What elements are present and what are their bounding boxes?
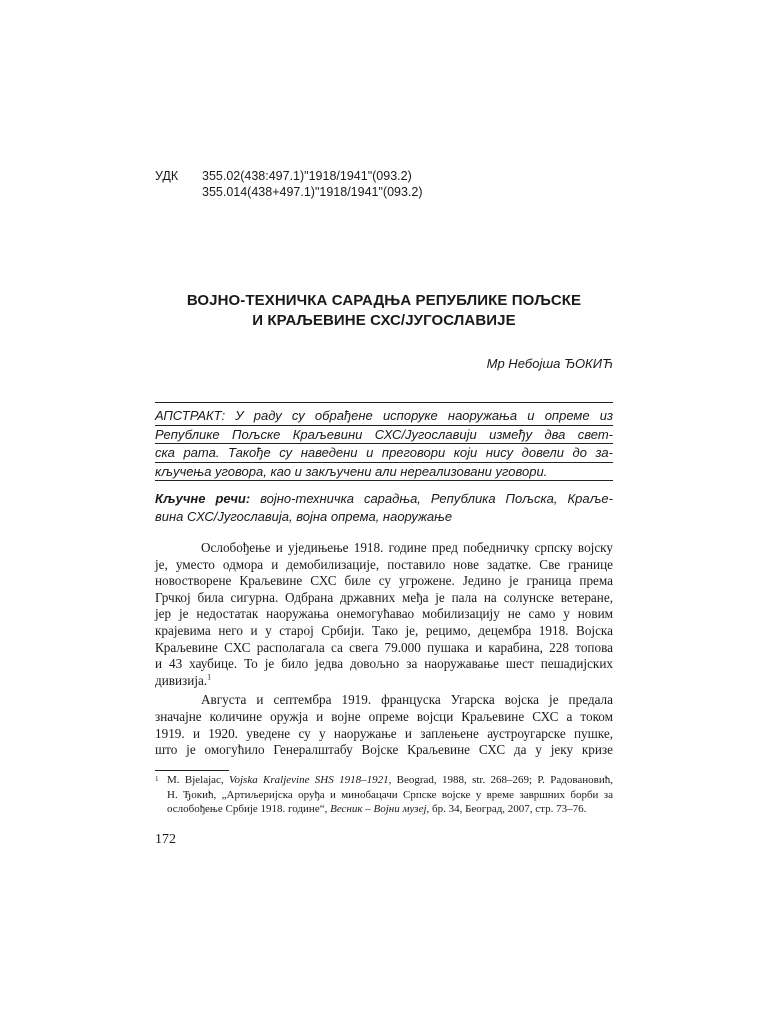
footnote-line: Н. Ђокић, „Артиљеријска оруђа и минобацачи Српске војске у време завршних борби за (167, 788, 613, 801)
keywords-label: Кључне речи: (155, 491, 251, 506)
footnote-segment: ослобођење Србије 1918. године“, (167, 803, 331, 815)
footnote-journal-title: Весник – Војни музеј (330, 803, 427, 815)
body-line: Ослобођење и уједињење 1918. године пред победничку српску војску (201, 540, 613, 555)
body-line: Грчкој била сигурна. Одбрана државних међа је пала на солунске ветеране, (155, 589, 613, 605)
footnote-segment: , бр. 34, Београд, 2007, стр. 73–76. (426, 803, 587, 815)
body-line: Краљевине СХС располагала са свега 79.000 пушака и карабина, 228 топова (155, 639, 613, 655)
udk-block (155, 168, 423, 200)
udk-code: 355.02(438:497.1)"1918/1941"(093.2) (202, 169, 412, 183)
footnote-segment: M. Bjelajac, (167, 774, 229, 786)
document-page (155, 0, 613, 1024)
body-line: јер је недостатак наоружања онемогућавао мобилизацију не само у новим (155, 606, 613, 622)
footnote-text (167, 773, 613, 817)
title-line: И КРАЉЕВИНЕ СХС/ЈУГОСЛАВИЈЕ (252, 312, 516, 329)
abstract-line: ска рата. Такође су наведени и преговори који нису довели до за- (155, 444, 613, 463)
footnote-reference[interactable]: 1 (207, 672, 212, 682)
footnote-mark: 1 (155, 775, 159, 783)
body-line-text: дивизија. (155, 672, 208, 688)
footnote (155, 773, 613, 817)
article-title (155, 291, 613, 331)
page-number: 172 (155, 832, 176, 847)
keywords-line: вина СХС/Југославија, војна опрема, наоружање (155, 508, 453, 524)
abstract-line: Републике Пољске Краљевини СХС/Југославији између два свет- (155, 426, 613, 445)
footnote-segment: , Beograd, 1988, str. 268–269; Р. Радовановић, (388, 774, 613, 786)
footnote-book-title: Vojska Kraljevine SHS 1918–1921 (228, 774, 389, 786)
body-text (155, 540, 613, 759)
keywords-line (155, 490, 613, 508)
body-line: је, уместо одмора и демобилизације, поставило нове задатке. Све границе (155, 556, 613, 572)
abstract-line: АПСТРАКТ: У раду су обрађене испоруке наоружања и опреме из (155, 407, 613, 426)
abstract (155, 407, 613, 481)
body-line: и 43 хаубице. То је било једва довољно за наоружавање шест пешадијских (155, 656, 613, 672)
footnote-line (167, 773, 613, 788)
abstract-line: кључења уговора, као и закључени али нереализовани уговори. (155, 463, 613, 482)
body-line: што је омогућило Генералштабу Војске Краљевине СХС да у јеку кризе (155, 742, 613, 758)
author-name: Мр Небојша ЂОКИЋ (486, 356, 613, 371)
udk-code: 355.014(438+497.1)"1918/1941"(093.2) (202, 185, 423, 199)
keywords-text: војно-техничка сарадња, Република Пољска, Краље- (250, 491, 613, 506)
paragraph (155, 692, 613, 758)
footnote-line (167, 802, 613, 817)
footnote-separator (155, 770, 229, 771)
udk-label: УДК (155, 169, 179, 183)
body-line: Августа и септембра 1919. француска Угарска војска је предала (201, 692, 613, 708)
keywords (155, 490, 613, 525)
title-line: ВОЈНО-ТЕХНИЧКА САРАДЊА РЕПУБЛИКЕ ПОЉСКЕ (186, 292, 582, 309)
body-line: новостворене Краљевине СХС биле су угрожене. Једино је граница према (155, 573, 613, 589)
udk-codes (202, 168, 423, 200)
body-line: значајне количине оружја и војне опреме војсци Краљевине СХС а током (155, 708, 613, 724)
body-line (155, 673, 613, 690)
abstract-top-rule (155, 402, 613, 403)
body-line: 1919. и 1920. уведене су у наоружање и заплењене аустроугарске пушке, (155, 725, 613, 741)
body-line: крајевима него и у старој Србији. Тако је, рецимо, децембра 1918. Војска (155, 622, 613, 638)
